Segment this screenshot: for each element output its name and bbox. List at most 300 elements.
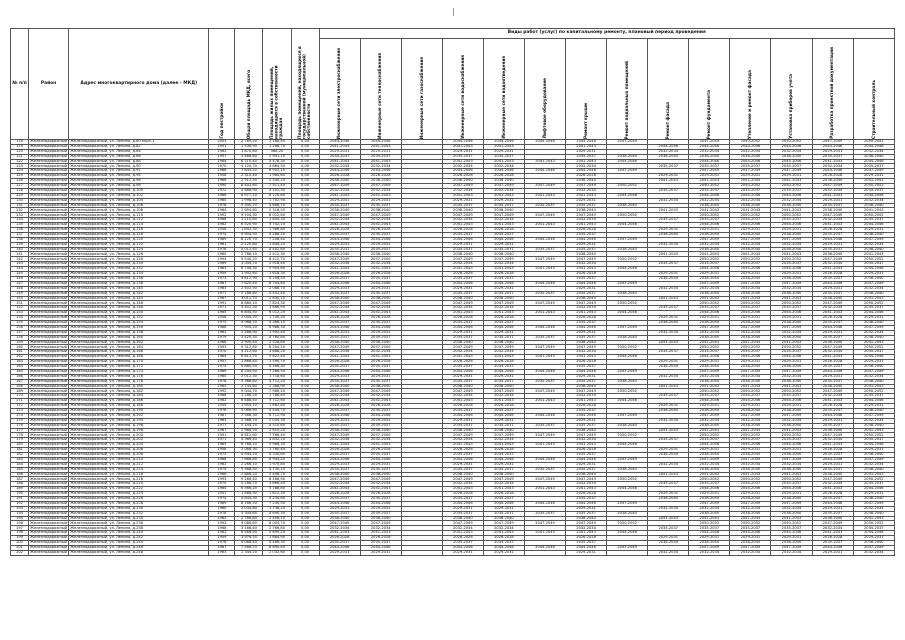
work-period-cell: 2026-2028 [812, 360, 853, 365]
work-period-cell: 2032-2034 [566, 306, 607, 311]
district-cell: Железнодорожный [30, 515, 68, 520]
row-number-cell: 143 [11, 262, 29, 267]
row-number-cell: 158 [11, 335, 29, 340]
work-period-cell: 2044-2046 [360, 501, 401, 506]
work-period-cell: 2041-2043 [442, 159, 483, 164]
district-cell: Железнодорожный [30, 378, 68, 383]
work-period-cell: 2047-2049 [566, 477, 607, 482]
row-number-cell: 159 [11, 340, 29, 345]
work-period-cell: 2044-2046 [360, 281, 401, 286]
work-period-cell: 2047-2049 [566, 345, 607, 350]
work-period-cell: 2032-2034 [689, 286, 730, 291]
work-period-cell: 2044-2046 [483, 369, 524, 374]
work-period-cell: 2029-2031 [648, 404, 689, 409]
row-number-cell: 167 [11, 379, 29, 384]
work-period-cell: 2041-2043 [442, 193, 483, 198]
area-total-cell: 5 344,60 [235, 511, 263, 516]
work-period-cell: 2029-2031 [648, 360, 689, 365]
work-period-cell: 2032-2034 [319, 526, 360, 531]
work-period-cell: 2044-2046 [812, 457, 853, 462]
address-cell: Железнодорожный, ул. Ленина, д.240 [69, 531, 209, 536]
address-cell: Железнодорожный, ул. Ленина, д.188 [69, 404, 209, 409]
work-period-cell: 2035-2037 [689, 526, 730, 531]
work-period-cell: 2026-2028 [442, 492, 483, 497]
work-period-cell: 2035-2037 [771, 262, 812, 267]
work-period-cell: 2032-2034 [730, 198, 771, 203]
work-period-cell: 2041-2043 [483, 144, 524, 149]
work-period-cell: 2044-2046 [360, 325, 401, 330]
row-number-cell: 122 [11, 159, 29, 164]
area-public-cell: 0,00 [291, 497, 319, 502]
area-total-cell: 6 520,90 [235, 223, 263, 228]
area-total-cell: 9 104,30 [235, 213, 263, 218]
work-period-cell: 2050-2052 [853, 521, 894, 526]
district-cell: Железнодорожный [30, 241, 68, 246]
area-total-cell: 3 188,20 [235, 394, 263, 399]
address-cell: Железнодорожный, ул. Ленина, д.226 [69, 497, 209, 502]
district-cell: Железнодорожный [30, 510, 68, 515]
area-residential-cell: 2 804,30 [263, 218, 291, 223]
work-period-cell: 2029-2031 [566, 374, 607, 379]
work-period-cell: 2044-2046 [442, 545, 483, 550]
work-period-cell: 2044-2046 [607, 487, 648, 492]
work-period-cell: 2035-2037 [442, 291, 483, 296]
district-cell: Железнодорожный [30, 373, 68, 378]
area-residential-cell: 8 412,70 [263, 257, 291, 262]
row-number-cell: 154 [11, 316, 29, 321]
year-cell: 1987 [209, 413, 235, 418]
work-period-cell: 2032-2034 [853, 374, 894, 379]
row-number-cell: 161 [11, 350, 29, 355]
area-residential-cell: 1 740,50 [263, 316, 291, 321]
work-period-cell: 2041-2043 [483, 399, 524, 404]
row-number-cell: 149 [11, 291, 29, 296]
row-number-cell: 118 [11, 140, 29, 145]
work-period-cell: 2041-2043 [524, 487, 565, 492]
area-public-cell: 0,00 [291, 286, 319, 291]
table-body [11, 140, 895, 556]
work-period-cell: 2029-2031 [360, 506, 401, 511]
area-public-cell: 0,00 [291, 389, 319, 394]
work-period-cell: 2029-2031 [566, 550, 607, 555]
address-cell: Железнодорожный, ул. Ленина, д.104 [69, 198, 209, 203]
district-cell: Железнодорожный [30, 148, 68, 153]
work-period-cell: 2050-2052 [730, 389, 771, 394]
work-period-cell: 2041-2043 [442, 223, 483, 228]
district-cell: Железнодорожный [30, 329, 68, 334]
area-public-cell: 0,00 [291, 144, 319, 149]
work-period-cell: 2032-2034 [566, 394, 607, 399]
work-period-cell: 2035-2037 [319, 320, 360, 325]
work-period-cell: 2029-2031 [812, 330, 853, 335]
work-period-cell: 2035-2037 [360, 232, 401, 237]
work-period-cell: 2035-2037 [483, 154, 524, 159]
work-period-cell: 2035-2037 [689, 394, 730, 399]
year-cell: 1994 [209, 257, 235, 262]
work-period-cell: 2026-2028 [812, 536, 853, 541]
table-row [11, 550, 895, 555]
work-period-cell: 2029-2031 [771, 316, 812, 321]
work-period-cell: 2035-2037 [442, 364, 483, 369]
work-period-cell: 2038-2040 [771, 541, 812, 546]
year-cell: 1989 [209, 501, 235, 506]
work-period-cell: 2038-2040 [483, 472, 524, 477]
address-cell: Железнодорожный, ул. Ленина, д.180 [69, 384, 209, 389]
work-period-cell: 2029-2031 [483, 149, 524, 154]
work-period-cell: 2035-2037 [524, 247, 565, 252]
row-number-cell: 138 [11, 237, 29, 242]
district-cell: Железнодорожный [30, 339, 68, 344]
work-period-cell: 2038-2040 [648, 497, 689, 502]
work-period-cell: 2047-2049 [689, 369, 730, 374]
work-period-cell: 2044-2046 [648, 144, 689, 149]
work-period-cell: 2032-2034 [648, 374, 689, 379]
address-cell: Железнодорожный, ул. Ленина, д.166 [69, 350, 209, 355]
district-cell: Железнодорожный [30, 403, 68, 408]
work-period-cell: 2050-2052 [730, 257, 771, 262]
year-cell: 1988 [209, 325, 235, 330]
row-number-cell: 125 [11, 174, 29, 179]
work-period-cell: 2026-2028 [812, 404, 853, 409]
work-period-cell: 2038-2040 [483, 252, 524, 257]
work-period-cell: 2044-2046 [442, 413, 483, 418]
work-period-cell: 2041-2043 [319, 193, 360, 198]
work-period-cell: 2032-2034 [442, 394, 483, 399]
work-period-cell: 2041-2043 [648, 384, 689, 389]
area-total-cell: 1 670,80 [235, 149, 263, 154]
work-period-cell: 2029-2031 [853, 174, 894, 179]
work-period-cell: 2047-2049 [812, 345, 853, 350]
work-period-cell: 2041-2043 [566, 267, 607, 272]
area-residential-cell: 1 970,80 [263, 462, 291, 467]
work-period-cell: 2032-2034 [648, 286, 689, 291]
work-period-cell: 2047-2049 [812, 433, 853, 438]
work-period-cell: 2026-2028 [319, 272, 360, 277]
row-number-cell: 180 [11, 443, 29, 448]
area-total-cell: 2 785,50 [235, 140, 263, 145]
work-period-cell: 2038-2040 [812, 516, 853, 521]
work-period-cell: 2044-2046 [442, 140, 483, 145]
year-cell: 1988 [209, 169, 235, 174]
row-number-cell: 192 [11, 501, 29, 506]
area-total-cell: 5 388,50 [235, 467, 263, 472]
row-number-cell: 123 [11, 164, 29, 169]
work-period-cell: 2035-2037 [689, 306, 730, 311]
work-period-cell: 2035-2037 [812, 335, 853, 340]
work-period-cell: 2026-2028 [566, 174, 607, 179]
work-period-cell: 2029-2031 [483, 418, 524, 423]
col-work-header: Инженерные сети электроснабжения [319, 39, 360, 140]
address-cell: Железнодорожный, ул. Ленина, д.118 [69, 232, 209, 237]
work-period-cell: 2035-2037 [730, 394, 771, 399]
work-period-cell: 2041-2043 [689, 340, 730, 345]
work-period-cell: 2044-2046 [730, 399, 771, 404]
area-public-cell: 0,00 [291, 345, 319, 350]
work-period-cell: 2035-2037 [566, 408, 607, 413]
work-period-cell: 2035-2037 [853, 262, 894, 267]
work-period-cell: 2050-2052 [607, 433, 648, 438]
work-period-cell: 2026-2028 [483, 360, 524, 365]
work-period-cell: 2041-2043 [566, 355, 607, 360]
work-period-cell: 2032-2034 [853, 330, 894, 335]
work-period-cell: 2041-2043 [360, 355, 401, 360]
work-period-cell: 2038-2040 [360, 384, 401, 389]
work-period-cell: 2041-2043 [360, 399, 401, 404]
work-period-cell: 2041-2043 [853, 516, 894, 521]
work-period-cell: 2035-2037 [689, 350, 730, 355]
work-period-cell: 2035-2037 [730, 482, 771, 487]
work-period-cell: 2035-2037 [812, 247, 853, 252]
work-period-cell: 2032-2034 [566, 188, 607, 193]
work-period-cell: 2038-2040 [360, 472, 401, 477]
row-number-cell: 171 [11, 399, 29, 404]
row-number-cell: 133 [11, 213, 29, 218]
area-public-cell: 0,00 [291, 428, 319, 433]
work-period-cell: 2041-2043 [442, 267, 483, 272]
district-cell: Железнодорожный [30, 501, 68, 506]
work-period-cell: 2035-2037 [360, 467, 401, 472]
work-period-cell: 2035-2037 [360, 154, 401, 159]
work-period-cell: 2038-2040 [730, 364, 771, 369]
work-period-cell: 2047-2049 [483, 521, 524, 526]
address-cell: Железнодорожный, ул. Ленина, д.134 [69, 272, 209, 277]
area-public-cell: 0,00 [291, 404, 319, 409]
address-cell: Железнодорожный, ул. Ленина, д.88 [69, 159, 209, 164]
table-header [11, 29, 895, 140]
work-period-cell: 2026-2028 [566, 360, 607, 365]
work-period-cell: 2041-2043 [812, 267, 853, 272]
work-period-cell: 2032-2034 [689, 374, 730, 379]
work-period-cell: 2047-2049 [607, 501, 648, 506]
row-number-cell: 178 [11, 433, 29, 438]
district-cell: Железнодорожный [30, 466, 68, 471]
work-period-cell: 2041-2043 [360, 311, 401, 316]
work-period-cell: 2050-2052 [853, 257, 894, 262]
work-period-cell: 2044-2046 [730, 144, 771, 149]
work-period-cell: 2050-2052 [730, 184, 771, 189]
work-period-cell: 2041-2043 [730, 384, 771, 389]
work-period-cell: 2026-2028 [319, 316, 360, 321]
address-cell: Железнодорожный, ул. Ленина, д.246 [69, 545, 209, 550]
work-period-cell: 2035-2037 [771, 438, 812, 443]
work-period-cell: 2035-2037 [483, 364, 524, 369]
year-cell: 1959 [209, 272, 235, 277]
area-total-cell: 2 310,40 [235, 174, 263, 179]
address-cell: Железнодорожный, ул. Ленина, д.232 [69, 511, 209, 516]
work-period-cell: 2026-2028 [483, 316, 524, 321]
work-period-cell: 2035-2037 [689, 218, 730, 223]
work-period-cell: 2032-2034 [730, 374, 771, 379]
work-period-cell: 2038-2040 [319, 179, 360, 184]
work-period-cell: 2029-2031 [853, 492, 894, 497]
work-period-cell: 2032-2034 [442, 306, 483, 311]
work-period-cell: 2050-2052 [853, 213, 894, 218]
area-public-cell: 0,00 [291, 462, 319, 467]
work-period-cell: 2047-2049 [442, 433, 483, 438]
district-cell: Железнодорожный [30, 324, 68, 329]
work-period-cell: 2047-2049 [442, 184, 483, 189]
work-period-cell: 2032-2034 [812, 188, 853, 193]
work-period-cell: 2029-2031 [566, 462, 607, 467]
work-period-cell: 2041-2043 [483, 159, 524, 164]
area-total-cell: 5 420,30 [235, 335, 263, 340]
work-period-cell: 2032-2034 [689, 418, 730, 423]
address-cell: Железнодорожный, ул. Ленина, д.196 [69, 423, 209, 428]
work-period-cell: 2038-2040 [607, 335, 648, 340]
year-cell: 1962 [209, 462, 235, 467]
area-residential-cell: 7 824,30 [263, 301, 291, 306]
area-public-cell: 0,00 [291, 521, 319, 526]
work-period-cell: 2038-2040 [730, 408, 771, 413]
work-period-cell: 2041-2043 [360, 159, 401, 164]
work-period-cell: 2029-2031 [442, 550, 483, 555]
area-total-cell: 9 540,20 [235, 257, 263, 262]
area-public-cell: 0,00 [291, 340, 319, 345]
year-cell: 1982 [209, 531, 235, 536]
work-period-cell: 2035-2037 [771, 394, 812, 399]
work-period-cell: 2035-2037 [360, 511, 401, 516]
work-period-cell: 2050-2052 [730, 301, 771, 306]
work-period-cell: 2044-2046 [853, 531, 894, 536]
work-period-cell: 2044-2046 [771, 443, 812, 448]
work-period-cell: 2047-2049 [442, 213, 483, 218]
address-cell: Железнодорожный, ул. Ленина, д.184 [69, 394, 209, 399]
area-public-cell: 0,00 [291, 423, 319, 428]
work-period-cell: 2026-2028 [319, 174, 360, 179]
work-period-cell: 2035-2037 [319, 276, 360, 281]
work-period-cell: 2041-2043 [483, 487, 524, 492]
work-period-cell: 2035-2037 [730, 164, 771, 169]
work-period-cell: 2038-2040 [689, 154, 730, 159]
work-period-cell: 2041-2043 [689, 252, 730, 257]
district-cell: Железнодорожный [30, 496, 68, 501]
work-period-cell: 2050-2052 [689, 521, 730, 526]
work-period-cell: 2038-2040 [648, 541, 689, 546]
work-period-cell: 2038-2040 [483, 428, 524, 433]
work-period-cell: 2047-2049 [771, 457, 812, 462]
area-total-cell: 5 066,90 [235, 408, 263, 413]
work-period-cell: 2047-2049 [812, 389, 853, 394]
row-number-cell: 145 [11, 272, 29, 277]
row-number-cell: 162 [11, 355, 29, 360]
work-period-cell: 2029-2031 [319, 374, 360, 379]
work-period-cell: 2038-2040 [566, 340, 607, 345]
area-residential-cell: 4 730,10 [263, 467, 291, 472]
work-period-cell: 2044-2046 [524, 237, 565, 242]
work-period-cell: 2035-2037 [648, 438, 689, 443]
work-period-cell: 2026-2028 [566, 536, 607, 541]
row-number-cell: 181 [11, 448, 29, 453]
work-period-cell: 2038-2040 [771, 467, 812, 472]
work-period-cell: 2041-2043 [483, 355, 524, 360]
work-period-cell: 2035-2037 [319, 408, 360, 413]
work-period-cell: 2038-2040 [689, 276, 730, 281]
work-period-cell: 2047-2049 [524, 301, 565, 306]
work-period-cell: 2035-2037 [566, 497, 607, 502]
work-period-cell: 2041-2043 [566, 311, 607, 316]
work-period-cell: 2050-2052 [607, 213, 648, 218]
row-number-cell: 137 [11, 232, 29, 237]
address-cell: Железнодорожный, ул. Ленина, д.90 [69, 164, 209, 169]
work-period-cell: 2035-2037 [360, 408, 401, 413]
work-period-cell: 2035-2037 [442, 320, 483, 325]
address-cell: Железнодорожный, ул. Ленина, д.146 [69, 301, 209, 306]
work-period-cell: 2044-2046 [771, 355, 812, 360]
work-period-cell: 2047-2049 [524, 477, 565, 482]
area-total-cell: 4 812,90 [235, 276, 263, 281]
year-cell: 1987 [209, 281, 235, 286]
area-residential-cell: 4 288,20 [263, 232, 291, 237]
work-period-cell: 2032-2034 [730, 550, 771, 555]
work-period-cell: 2050-2052 [771, 184, 812, 189]
row-number-cell: 198 [11, 531, 29, 536]
work-period-cell: 2029-2031 [648, 272, 689, 277]
work-period-cell: 2026-2028 [360, 536, 401, 541]
area-public-cell: 0,00 [291, 399, 319, 404]
work-period-cell: 2041-2043 [853, 384, 894, 389]
district-cell: Железнодорожный [30, 476, 68, 481]
work-period-cell: 2047-2049 [730, 501, 771, 506]
work-period-cell: 2038-2040 [442, 252, 483, 257]
address-cell: Железнодорожный, ул. Ленина, д.132 [69, 267, 209, 272]
area-public-cell: 0,00 [291, 350, 319, 355]
work-period-cell: 2038-2040 [730, 497, 771, 502]
area-public-cell: 0,00 [291, 453, 319, 458]
area-total-cell: 4 188,70 [235, 482, 263, 487]
year-cell: 1992 [209, 389, 235, 394]
district-cell: Железнодорожный [30, 344, 68, 349]
work-period-cell: 2038-2040 [771, 379, 812, 384]
year-cell: 1987 [209, 545, 235, 550]
area-public-cell: 0,00 [291, 242, 319, 247]
work-period-cell: 2038-2040 [730, 379, 771, 384]
area-residential-cell: 5 968,30 [263, 443, 291, 448]
work-period-cell: 2044-2046 [319, 169, 360, 174]
area-residential-cell: 2 406,10 [263, 516, 291, 521]
area-total-cell: 1 998,40 [235, 198, 263, 203]
year-cell: 1962 [209, 330, 235, 335]
year-cell: 1970 [209, 350, 235, 355]
row-number-cell: 194 [11, 511, 29, 516]
work-period-cell: 2032-2034 [442, 438, 483, 443]
work-period-cell: 2041-2043 [730, 428, 771, 433]
work-period-cell: 2026-2028 [360, 272, 401, 277]
work-period-cell: 2029-2031 [442, 418, 483, 423]
work-period-cell: 2038-2040 [771, 511, 812, 516]
work-period-cell: 2038-2040 [319, 208, 360, 213]
work-period-cell: 2035-2037 [319, 154, 360, 159]
row-number-cell: 188 [11, 482, 29, 487]
work-period-cell: 2044-2046 [689, 159, 730, 164]
area-public-cell: 0,00 [291, 184, 319, 189]
work-period-cell: 2035-2037 [730, 350, 771, 355]
area-residential-cell: 1 702,90 [263, 198, 291, 203]
area-public-cell: 0,00 [291, 262, 319, 267]
area-public-cell: 0,00 [291, 237, 319, 242]
area-total-cell: 7 904,20 [235, 325, 263, 330]
work-period-cell: 2044-2046 [607, 443, 648, 448]
area-residential-cell: 7 266,50 [263, 369, 291, 374]
district-cell: Железнодорожный [30, 295, 68, 300]
area-public-cell: 0,00 [291, 335, 319, 340]
work-period-cell: 2029-2031 [853, 272, 894, 277]
work-period-cell: 2032-2034 [360, 394, 401, 399]
work-period-cell: 2044-2046 [812, 413, 853, 418]
area-public-cell: 0,00 [291, 418, 319, 423]
row-number-cell: 185 [11, 467, 29, 472]
work-period-cell: 2044-2046 [812, 545, 853, 550]
work-period-cell: 2044-2046 [689, 144, 730, 149]
